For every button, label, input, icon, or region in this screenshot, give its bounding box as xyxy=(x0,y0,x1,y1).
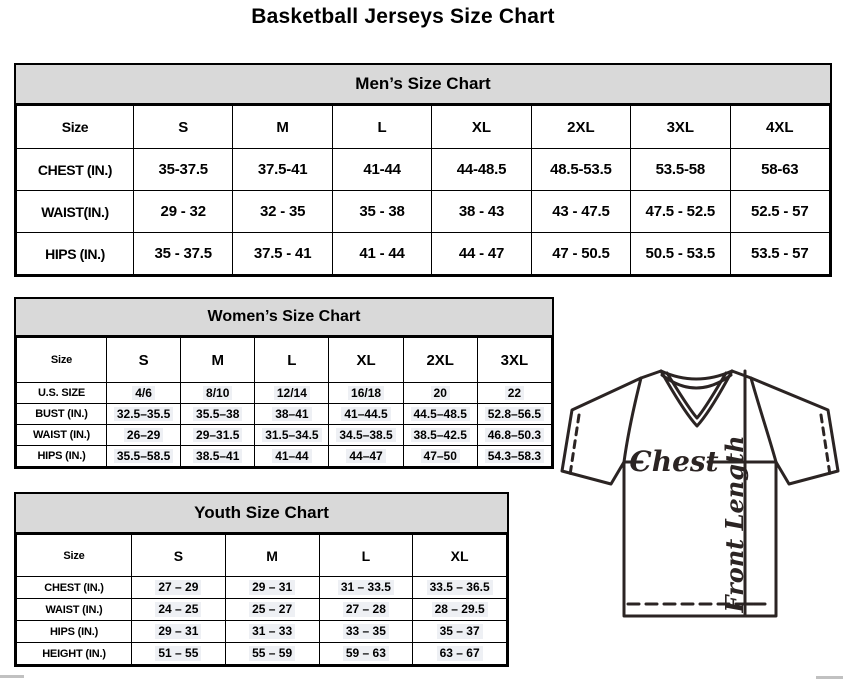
row-label: WAIST (IN.) xyxy=(17,599,132,621)
size-value-cell xyxy=(730,191,829,233)
size-value-cell xyxy=(181,383,255,404)
size-value: 16/18 xyxy=(348,386,384,400)
header-row xyxy=(17,106,830,149)
size-value: 31 – 33 xyxy=(249,624,295,638)
size-value-cell xyxy=(255,383,329,404)
size-value: 33 – 35 xyxy=(343,624,389,638)
size-value-cell xyxy=(403,404,477,425)
column-header-l: L xyxy=(255,338,329,383)
table-row xyxy=(17,643,507,665)
size-value: 50.5 - 53.5 xyxy=(645,245,716,262)
size-value: 38.5–42.5 xyxy=(411,428,470,442)
youth-table-header xyxy=(17,535,507,577)
size-value: 29 – 31 xyxy=(249,580,295,594)
mens-table-header xyxy=(17,106,830,149)
youth-size-chart xyxy=(14,492,509,667)
size-value: 4/6 xyxy=(132,386,155,400)
table-row xyxy=(17,149,830,191)
size-value-cell xyxy=(403,425,477,446)
size-value-cell xyxy=(432,149,531,191)
size-value-cell xyxy=(233,149,332,191)
size-value-cell xyxy=(225,577,319,599)
size-value-cell xyxy=(233,191,332,233)
womens-table-body xyxy=(17,383,552,467)
size-value: 52.5 - 57 xyxy=(751,203,809,220)
size-value: 20 xyxy=(431,386,450,400)
size-value: 29–31.5 xyxy=(193,428,242,442)
size-value: 32.5–35.5 xyxy=(114,407,173,421)
size-value-cell xyxy=(107,383,181,404)
corner-header: Size xyxy=(17,535,132,577)
size-value: 41 - 44 xyxy=(359,245,405,262)
row-label: BUST (IN.) xyxy=(17,404,107,425)
size-value: 26–29 xyxy=(124,428,163,442)
size-value: 54.3–58.3 xyxy=(485,449,544,463)
size-value: 35-37.5 xyxy=(158,161,208,178)
size-value: 44-48.5 xyxy=(456,161,507,178)
chest-label: Chest xyxy=(629,445,719,478)
size-value: 44–47 xyxy=(346,449,385,463)
column-header-xl: XL xyxy=(413,535,507,577)
size-value: 31.5–34.5 xyxy=(262,428,321,442)
column-header-s: S xyxy=(132,535,226,577)
size-value-cell xyxy=(132,599,226,621)
size-value-cell xyxy=(730,149,829,191)
size-value: 53.5-58 xyxy=(655,161,706,178)
size-value: 35.5–58.5 xyxy=(114,449,173,463)
column-header-m: M xyxy=(233,106,332,149)
size-value-cell xyxy=(413,621,507,643)
size-value-cell xyxy=(181,404,255,425)
size-value: 46.8–50.3 xyxy=(485,428,544,442)
table-row xyxy=(17,446,552,467)
size-value: 47.5 - 52.5 xyxy=(645,203,716,220)
size-value: 47 - 50.5 xyxy=(552,245,610,262)
row-label: U.S. SIZE xyxy=(17,383,107,404)
size-value-cell xyxy=(332,149,431,191)
size-value-cell xyxy=(531,149,630,191)
size-value-cell xyxy=(134,233,233,275)
size-value: 43 - 47.5 xyxy=(552,203,610,220)
collar-rib-curve xyxy=(662,375,731,388)
size-value-cell xyxy=(319,577,413,599)
size-value: 52.8–56.5 xyxy=(485,407,544,421)
column-header-xl: XL xyxy=(329,338,403,383)
womens-size-chart xyxy=(14,297,554,469)
youth-table-body xyxy=(17,577,507,665)
size-value-cell xyxy=(531,233,630,275)
size-value: 34.5–38.5 xyxy=(336,428,395,442)
table-row xyxy=(17,191,830,233)
size-value-cell xyxy=(332,233,431,275)
size-value: 27 – 29 xyxy=(155,580,201,594)
youth-chart-title-band: Youth Size Chart xyxy=(16,494,507,534)
header-row xyxy=(17,338,552,383)
size-value: 59 – 63 xyxy=(343,646,389,660)
womens-chart-title-band: Women’s Size Chart xyxy=(16,299,552,337)
size-value: 35 - 38 xyxy=(359,203,405,220)
mens-table-body xyxy=(17,149,830,275)
size-value-cell xyxy=(134,149,233,191)
size-value-cell xyxy=(225,643,319,665)
column-header-xl: XL xyxy=(432,106,531,149)
size-value-cell xyxy=(132,577,226,599)
size-value: 35.5–38 xyxy=(193,407,242,421)
mens-chart-title-band: Men’s Size Chart xyxy=(16,65,830,105)
size-value-cell xyxy=(107,404,181,425)
column-header-l: L xyxy=(332,106,431,149)
size-value-cell xyxy=(107,425,181,446)
size-value-cell xyxy=(631,149,730,191)
size-value: 38–41 xyxy=(272,407,311,421)
column-header-m: M xyxy=(225,535,319,577)
size-value: 29 – 31 xyxy=(155,624,201,638)
right-armhole-seam xyxy=(751,378,776,462)
size-value-cell xyxy=(531,191,630,233)
size-value: 37.5 - 41 xyxy=(253,245,312,262)
size-value: 22 xyxy=(505,386,524,400)
size-value-cell xyxy=(329,383,403,404)
corner-header: Size xyxy=(17,106,134,149)
size-value-cell xyxy=(132,643,226,665)
size-value-cell xyxy=(631,233,730,275)
size-value-cell xyxy=(413,577,507,599)
row-label: HIPS (IN.) xyxy=(17,446,107,467)
size-value-cell xyxy=(225,621,319,643)
size-value: 31 – 33.5 xyxy=(338,580,394,594)
size-value-cell xyxy=(233,233,332,275)
jersey-diagram-svg xyxy=(558,364,842,634)
size-value-cell xyxy=(255,425,329,446)
size-value-cell xyxy=(477,383,551,404)
size-value-cell xyxy=(107,446,181,467)
size-value: 27 – 28 xyxy=(343,602,389,616)
row-label: HIPS (IN.) xyxy=(17,233,134,275)
size-value-cell xyxy=(432,233,531,275)
size-value: 55 – 59 xyxy=(249,646,295,660)
size-value-cell xyxy=(132,621,226,643)
size-value-cell xyxy=(477,446,551,467)
column-header-2xl: 2XL xyxy=(531,106,630,149)
size-value: 35 - 37.5 xyxy=(154,245,212,262)
column-header-m: M xyxy=(181,338,255,383)
column-header-3xl: 3XL xyxy=(477,338,551,383)
column-header-4xl: 4XL xyxy=(730,106,829,149)
size-value: 38 - 43 xyxy=(458,203,505,220)
scrollbar-fragment-left[interactable] xyxy=(0,675,24,678)
womens-size-table xyxy=(16,337,552,467)
table-row xyxy=(17,383,552,404)
right-cuff-stitch xyxy=(821,415,830,475)
size-value: 37.5-41 xyxy=(257,161,308,178)
table-row xyxy=(17,599,507,621)
left-cuff-stitch xyxy=(570,415,579,475)
size-value-cell xyxy=(403,446,477,467)
size-value-cell xyxy=(631,191,730,233)
row-label: WAIST(IN.) xyxy=(17,191,134,233)
row-label: CHEST (IN.) xyxy=(17,149,134,191)
size-value: 32 - 35 xyxy=(259,203,306,220)
size-value-cell xyxy=(181,446,255,467)
mens-size-table xyxy=(16,105,830,275)
column-header-s: S xyxy=(134,106,233,149)
page-title: Basketball Jerseys Size Chart xyxy=(251,5,555,28)
size-value-cell xyxy=(413,643,507,665)
size-value: 38.5–41 xyxy=(193,449,242,463)
table-row xyxy=(17,425,552,446)
row-label: HIPS (IN.) xyxy=(17,621,132,643)
size-value-cell xyxy=(730,233,829,275)
column-header-l: L xyxy=(319,535,413,577)
size-value: 58-63 xyxy=(761,161,799,178)
size-value: 53.5 - 57 xyxy=(751,245,809,262)
size-value: 33.5 – 36.5 xyxy=(427,580,493,594)
size-value-cell xyxy=(477,404,551,425)
size-value: 12/14 xyxy=(274,386,310,400)
youth-size-table xyxy=(16,534,507,665)
size-value-cell xyxy=(477,425,551,446)
size-value-cell xyxy=(255,446,329,467)
size-value: 29 - 32 xyxy=(160,203,206,220)
table-row xyxy=(17,577,507,599)
size-value-cell xyxy=(403,383,477,404)
size-value-cell xyxy=(255,404,329,425)
jersey-outline xyxy=(562,371,838,616)
mens-size-chart xyxy=(14,63,832,277)
size-value: 41-44 xyxy=(363,161,401,178)
womens-table-header xyxy=(17,338,552,383)
size-value: 24 – 25 xyxy=(155,602,201,616)
size-value-cell xyxy=(413,599,507,621)
size-value: 47–50 xyxy=(421,449,460,463)
size-value: 51 – 55 xyxy=(155,646,201,660)
size-value-cell xyxy=(134,191,233,233)
size-value: 28 – 29.5 xyxy=(432,602,488,616)
size-value: 63 – 67 xyxy=(437,646,483,660)
table-row xyxy=(17,233,830,275)
size-value: 48.5-53.5 xyxy=(550,161,612,178)
size-value: 8/10 xyxy=(203,386,232,400)
column-header-2xl: 2XL xyxy=(403,338,477,383)
size-value: 25 – 27 xyxy=(249,602,295,616)
size-value-cell xyxy=(432,191,531,233)
row-label: HEIGHT (IN.) xyxy=(17,643,132,665)
size-value: 41–44 xyxy=(272,449,311,463)
front-length-label: Front Length xyxy=(720,435,749,613)
size-value-cell xyxy=(319,599,413,621)
size-value-cell xyxy=(319,643,413,665)
size-value-cell xyxy=(332,191,431,233)
size-value-cell xyxy=(329,404,403,425)
table-row xyxy=(17,621,507,643)
corner-header: Size xyxy=(17,338,107,383)
size-value: 41–44.5 xyxy=(341,407,390,421)
column-header-s: S xyxy=(107,338,181,383)
jersey-measurement-diagram xyxy=(558,364,842,634)
size-value: 44 - 47 xyxy=(458,245,505,262)
size-value-cell xyxy=(319,621,413,643)
header-row xyxy=(17,535,507,577)
size-value-cell xyxy=(329,446,403,467)
size-value: 44.5–48.5 xyxy=(411,407,470,421)
size-value-cell xyxy=(181,425,255,446)
row-label: WAIST (IN.) xyxy=(17,425,107,446)
table-row xyxy=(17,404,552,425)
size-value-cell xyxy=(329,425,403,446)
row-label: CHEST (IN.) xyxy=(17,577,132,599)
column-header-3xl: 3XL xyxy=(631,106,730,149)
size-value-cell xyxy=(225,599,319,621)
size-value: 35 – 37 xyxy=(437,624,483,638)
